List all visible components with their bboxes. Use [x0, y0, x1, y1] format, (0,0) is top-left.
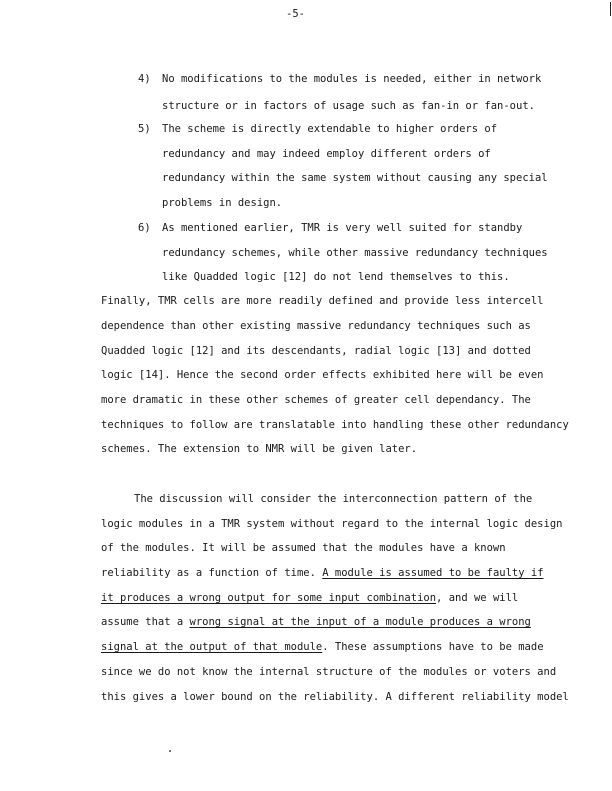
paragraph-line: Quadded logic [12] and its descendants, radial logic [13] and dotted — [101, 345, 531, 357]
paragraph-line: logic modules in a TMR system without regard to the internal logic design — [101, 518, 563, 530]
list-item-line: As mentioned earlier, TMR is very well suited for standby — [162, 222, 523, 234]
plain-text: , and we will — [436, 592, 519, 604]
list-item-line: problems in design. — [162, 197, 283, 209]
paragraph-line — [101, 567, 544, 579]
list-item-line: No modifications to the modules is needed, either in network — [162, 73, 542, 85]
plain-text: reliability as a function of time. — [101, 567, 323, 579]
list-item-number: 5) — [138, 123, 151, 135]
list-item-line: redundancy within the same system without causing any special — [162, 172, 548, 184]
list-item-line: redundancy and may indeed employ different orders of — [162, 148, 491, 160]
list-item-line: like Quadded logic [12] do not lend themselves to this. — [162, 271, 510, 283]
paragraph-line: techniques to follow are translatable into handling these other redundancy — [101, 419, 569, 431]
underlined-text: signal at the output of that module — [101, 641, 323, 653]
underlined-text: wrong signal at the input of a module produces a wrong — [189, 616, 531, 628]
list-item-number: 4) — [138, 73, 151, 85]
underlined-text: it produces a wrong output for some input combination — [101, 592, 437, 604]
paragraph-line — [101, 616, 531, 628]
paragraph-line: dependence than other existing massive redundancy techniques such as — [101, 320, 531, 332]
plain-text: assume that a — [101, 616, 190, 628]
list-item-line: The scheme is directly extendable to higher orders of — [162, 123, 498, 135]
scan-speck — [169, 750, 171, 752]
list-item-line: redundancy schemes, while other massive redundancy techniques — [162, 247, 548, 259]
scan-edge-mark — [610, 2, 611, 16]
page-number: -5- — [286, 8, 305, 20]
paragraph-line — [101, 592, 518, 604]
paragraph-line: more dramatic in these other schemes of greater cell dependancy. The — [101, 394, 531, 406]
paragraph-line: The discussion will consider the interconnection pattern of the — [134, 493, 533, 505]
paragraph-line: this gives a lower bound on the reliability. A different reliability model — [101, 691, 569, 703]
paragraph-line — [101, 641, 544, 653]
underlined-text: A module is assumed to be faulty if — [322, 567, 544, 579]
paragraph-line: logic [14]. Hence the second order effects exhibited here will be even — [101, 369, 544, 381]
paragraph-line: Finally, TMR cells are more readily defined and provide less intercell — [101, 295, 544, 307]
paragraph-line: schemes. The extension to NMR will be given later. — [101, 443, 418, 455]
list-item-number: 6) — [138, 222, 151, 234]
list-item-line: structure or in factors of usage such as fan-in or fan-out. — [162, 100, 535, 112]
plain-text: . These assumptions have to be made — [322, 641, 544, 653]
paragraph-line: of the modules. It will be assumed that the modules have a known — [101, 542, 506, 554]
paragraph-line: since we do not know the internal structure of the modules or voters and — [101, 666, 557, 678]
